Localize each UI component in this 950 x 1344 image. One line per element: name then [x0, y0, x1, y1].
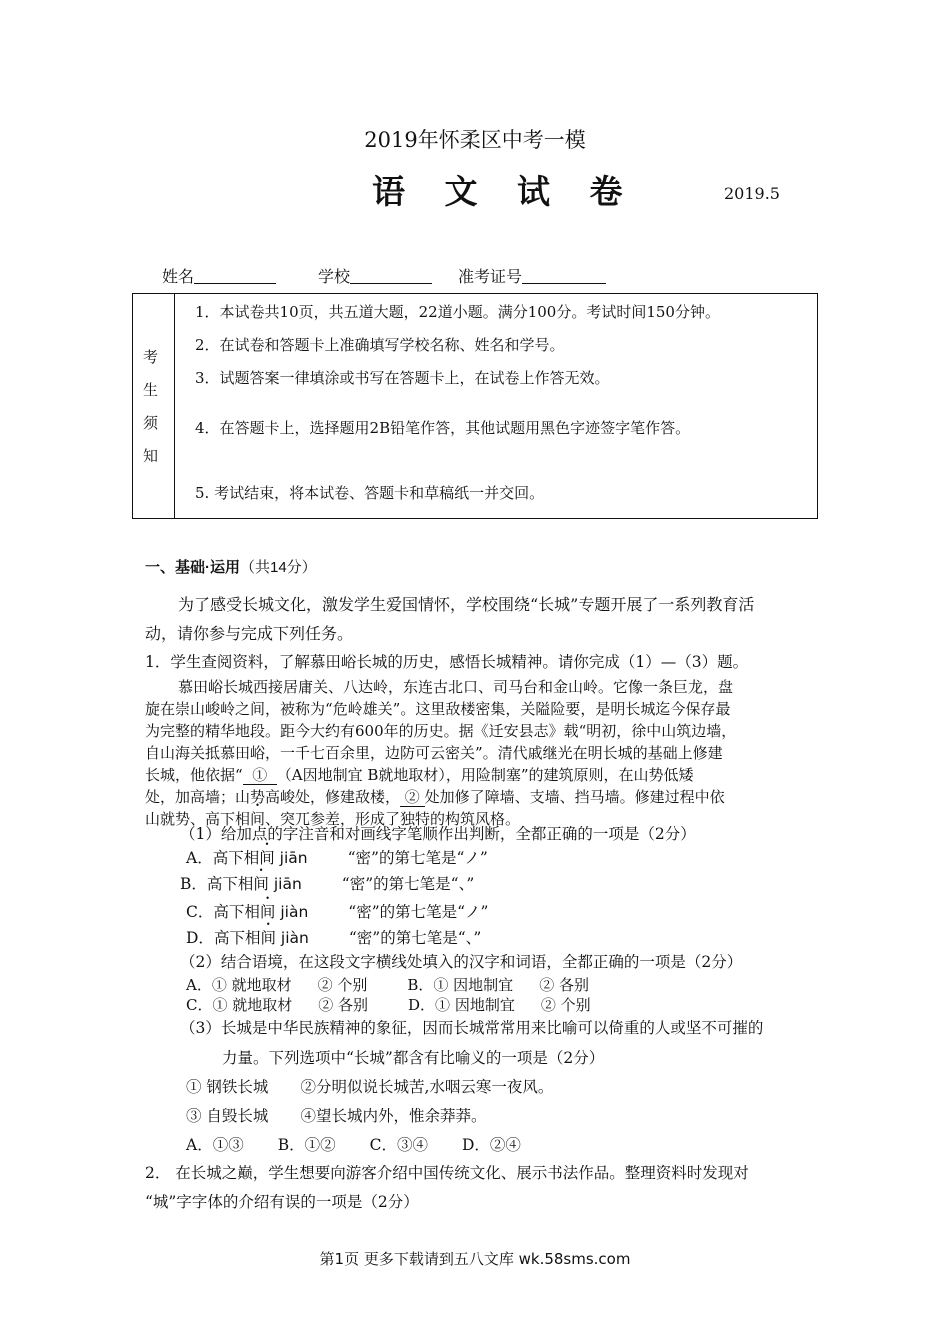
student-info-fields	[162, 264, 606, 287]
passage-line: 旋在崇山峻岭之间，被称为“危岭雄关”。这里敌楼密集，关隘险要，是明长城迄今保存最	[145, 700, 731, 718]
question-1-3-stem: 力量。下列选项中“长城”都含有比喻义的一项是（2分）	[222, 1049, 605, 1067]
sentence-option: ②分明似说长城苦,水咽云寒一夜风。	[300, 1078, 554, 1096]
question-1-3-stem: （3）长城是中华民族精神的象征，因而长城常常用来比喻可以倚重的人或坚不可摧的	[180, 1019, 764, 1037]
passage-text: 山就势、高下相	[145, 810, 251, 828]
page-footer: 第1页 更多下载请到五八文库 wk.58sms.com	[319, 1250, 631, 1268]
exam-notice-box	[132, 293, 818, 519]
option-stroke: “密”的第七笔是“、”	[341, 875, 475, 893]
option-pinyin: jiān	[279, 849, 308, 867]
option-word: 高下相	[213, 929, 261, 947]
option-text: ② 各别	[539, 976, 589, 994]
name-blank	[194, 267, 276, 284]
school-label: 学校	[318, 267, 351, 286]
name-label: 姓名	[162, 267, 195, 286]
passage-text: （A因地制宜 B就地取材），用险制塞”的建筑原则，在山势低矮	[276, 766, 694, 784]
notice-item: 3．试题答案一律填涂或书写在答题卡上，在试卷上作答无效。	[195, 369, 610, 387]
sentence-row	[186, 1104, 486, 1126]
dotted-char: 间 •	[250, 810, 265, 828]
passage-line: 为完整的精华地段。距今大约有600年的历史。据《迁安县志》载“明初，徐中山筑边墙，	[145, 722, 737, 740]
section-score: （共14分）	[240, 559, 317, 576]
section-title: 一、基础·运用	[145, 559, 240, 576]
option-text: A．① 就地取材	[186, 976, 292, 994]
sentence-row	[186, 1075, 553, 1097]
option-c	[186, 900, 488, 922]
notice-side-label	[133, 294, 175, 518]
question-2-stem: 2． 在长城之巅，学生想要向游客介绍中国传统文化、展示书法作品。整理资料时发现对	[145, 1164, 749, 1182]
option-pinyin: jiàn	[280, 929, 309, 947]
notice-side-char: 须	[143, 414, 159, 432]
passage-text: 处加修了障墙、支墙、挡马墙。修建过程中依	[424, 788, 725, 806]
dotted-char: 间 •	[259, 849, 275, 867]
notice-side-char: 生	[143, 381, 159, 399]
question-1-stem: 1．学生查阅资料，了解慕田峪长城的历史，感悟长城精神。请你完成（1）—（3）题。	[145, 653, 749, 671]
notice-item: 1．本试卷共10页，共五道大题，22道小题。满分100分。考试时间150分钟。	[195, 303, 720, 321]
sentence-option: ③ 自毁长城	[186, 1107, 269, 1125]
blank-1: ①	[242, 766, 277, 784]
passage-text: 处，加高墙；山势高峻处，修建敌楼，	[145, 788, 401, 806]
passage-line: 自山海关抵慕田峪，一千七百余里，边防可云密关”。清代戚继光在明长城的基础上修建	[145, 744, 723, 762]
answer-option-d: D．②④	[461, 1136, 521, 1154]
option-text: B．① 因地制宜	[407, 976, 514, 994]
passage-line	[145, 786, 725, 807]
option-text: C．① 就地取材	[186, 996, 293, 1014]
id-blank	[522, 267, 606, 284]
question-1-1-stem: （1）给加点的字注音和对画线字笔顺作出判断，全都正确的一项是（2分）	[180, 825, 696, 843]
notice-item: 5. 考试结束，将本试卷、答题卡和草稿纸一并交回。	[195, 484, 545, 502]
notice-item: 2．在试卷和答题卡上准确填写学校名称、姓名和学号。	[195, 336, 565, 354]
option-stroke: “密”的第七笔是“ノ”	[348, 903, 489, 921]
sentence-option: ① 钢铁长城	[186, 1078, 269, 1096]
option-stroke: “密”的第七笔是“、”	[348, 929, 482, 947]
option-text: ② 个别	[317, 976, 368, 994]
notice-side-char: 知	[143, 447, 159, 465]
passage-line	[145, 764, 694, 785]
school-blank	[350, 267, 432, 284]
option-letter: C．	[186, 903, 214, 921]
exam-title: 2019年怀柔区中考一模	[364, 128, 586, 152]
option-word: 高下相	[212, 849, 260, 867]
exam-date: 2019.5	[724, 184, 780, 203]
option-row	[186, 974, 589, 995]
option-text: ② 各别	[318, 996, 369, 1014]
notice-item: 4．在答题卡上，选择题用2B铅笔作答，其他试题用黑色字迹签字笔作答。	[195, 419, 691, 437]
intro-text: 动，请你参与完成下列任务。	[145, 624, 354, 643]
dotted-char: 间 •	[253, 875, 269, 893]
question-2-stem: “城”字字体的介绍有误的一项是（2分）	[145, 1193, 419, 1211]
answer-options	[186, 1133, 521, 1155]
dotted-char: 间 •	[260, 929, 276, 947]
option-stroke: “密”的第七笔是“ノ”	[347, 849, 488, 867]
id-label: 准考证号	[458, 267, 523, 286]
option-text: D．① 因地制宜	[408, 996, 515, 1014]
option-b	[180, 872, 474, 894]
passage-text: 、突兀参差，形成了独特的构筑风格。	[265, 810, 521, 828]
option-pinyin: jiàn	[280, 903, 309, 921]
answer-option-a: A．①③	[186, 1136, 244, 1154]
option-letter: D．	[186, 929, 214, 947]
section-heading	[145, 556, 317, 577]
option-pinyin: jiān	[273, 875, 302, 893]
option-letter: A．	[186, 849, 213, 867]
question-1-2-stem: （2）结合语境，在这段文字横线处填入的汉字和词语，全都正确的一项是（2分）	[180, 953, 743, 971]
option-letter: B．	[180, 875, 207, 893]
answer-option-c: C．③④	[369, 1136, 428, 1154]
option-word: 高下相	[213, 903, 260, 921]
option-word: 高下相	[206, 875, 254, 893]
option-row	[186, 994, 591, 1015]
notice-side-char: 考	[143, 348, 159, 366]
blank-2: ②	[400, 788, 425, 806]
option-d	[186, 926, 481, 948]
dotted-char: 间 •	[260, 903, 276, 921]
intro-text: 为了感受长城文化，激发学生爱国情怀，学校围绕“长城”专题开展了一系列教育活	[178, 595, 755, 614]
option-a	[186, 846, 488, 868]
answer-option-b: B．①②	[277, 1136, 336, 1154]
passage-text: 长城，他依据“	[145, 766, 243, 784]
sentence-option: ④望长城内外，惟余莽莽。	[300, 1107, 487, 1125]
paper-title: 语 文 试 卷	[372, 172, 637, 211]
passage-line: 慕田峪长城西接居庸关、八达岭，东连古北口、司马台和金山岭。它像一条巨龙，盘	[178, 678, 734, 696]
option-text: ② 个别	[540, 996, 591, 1014]
